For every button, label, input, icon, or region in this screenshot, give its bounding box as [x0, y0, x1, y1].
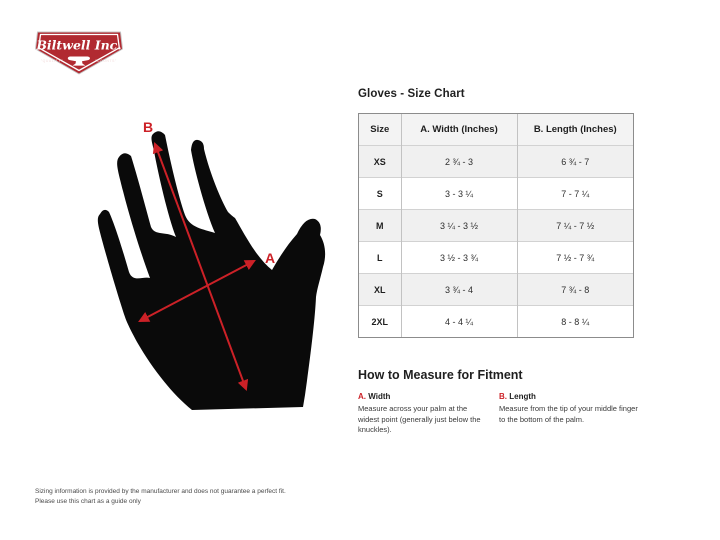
length-value: 7 ½ - 7 ¾: [517, 242, 633, 274]
length-value: 7 - 7 ¼: [517, 178, 633, 210]
column-header-width: A. Width (Inches): [401, 114, 517, 146]
diagram-label-a: A: [265, 250, 276, 266]
size-value: M: [359, 210, 401, 242]
measure-key-a: A.: [358, 392, 366, 401]
width-value: 3 ½ - 3 ¾: [401, 242, 517, 274]
logo-brand-text: Biltwell Inc.: [36, 37, 122, 53]
length-value: 7 ¼ - 7 ½: [517, 210, 633, 242]
biltwell-logo: [35, 30, 123, 76]
length-value: 6 ¾ - 7: [517, 146, 633, 178]
disclaimer-line-2: Please use this chart as a guide only: [35, 498, 141, 506]
table-row: [359, 274, 633, 306]
table-row: [359, 210, 633, 242]
how-to-measure-title: How to Measure for Fitment: [358, 368, 523, 382]
table-row: [359, 146, 633, 178]
size-chart-table: [358, 113, 634, 338]
width-value: 3 - 3 ¼: [401, 178, 517, 210]
size-value: XL: [359, 274, 401, 306]
column-header-size: Size: [359, 114, 401, 146]
length-value: 8 - 8 ¼: [517, 306, 633, 338]
table-row: [359, 242, 633, 274]
hand-silhouette-icon: [75, 105, 355, 475]
logo-quality-text: "QUALITY": [40, 59, 64, 63]
hand-measurement-diagram: [75, 105, 355, 475]
measure-label-length: Length: [509, 392, 536, 401]
width-value: 2 ¾ - 3: [401, 146, 517, 178]
width-value: 3 ¼ - 3 ½: [401, 210, 517, 242]
length-value: 7 ¾ - 8: [517, 274, 633, 306]
measure-item-length: [499, 392, 648, 436]
disclaimer: [35, 487, 286, 508]
measure-key-b: B.: [499, 392, 507, 401]
width-value: 4 - 4 ¼: [401, 306, 517, 338]
table-row: [359, 178, 633, 210]
size-value: S: [359, 178, 401, 210]
measure-item-width: [358, 392, 499, 436]
size-chart-title: Gloves - Size Chart: [358, 88, 465, 100]
disclaimer-line-1: Sizing information is provided by the manufacturer and does not guarantee a perfect fit.: [35, 488, 286, 495]
measure-label-width: Width: [368, 392, 391, 401]
table-row: [359, 306, 633, 338]
size-value: XS: [359, 146, 401, 178]
width-value: 3 ¾ - 4: [401, 274, 517, 306]
how-to-measure-section: [358, 368, 648, 436]
logo-counts-text: "COUNTS": [95, 59, 117, 63]
size-value: L: [359, 242, 401, 274]
measure-text-length: Measure from the tip of your middle finger to the bottom of the palm.: [499, 404, 638, 424]
biltwell-shield-icon: [35, 30, 123, 76]
size-value: 2XL: [359, 306, 401, 338]
column-header-length: B. Length (Inches): [517, 114, 633, 146]
measure-text-width: Measure across your palm at the widest point (generally just below the knuckles).: [358, 404, 481, 434]
diagram-label-b: B: [142, 119, 154, 135]
table-header-row: [359, 114, 633, 146]
hand-shape: [98, 131, 325, 410]
